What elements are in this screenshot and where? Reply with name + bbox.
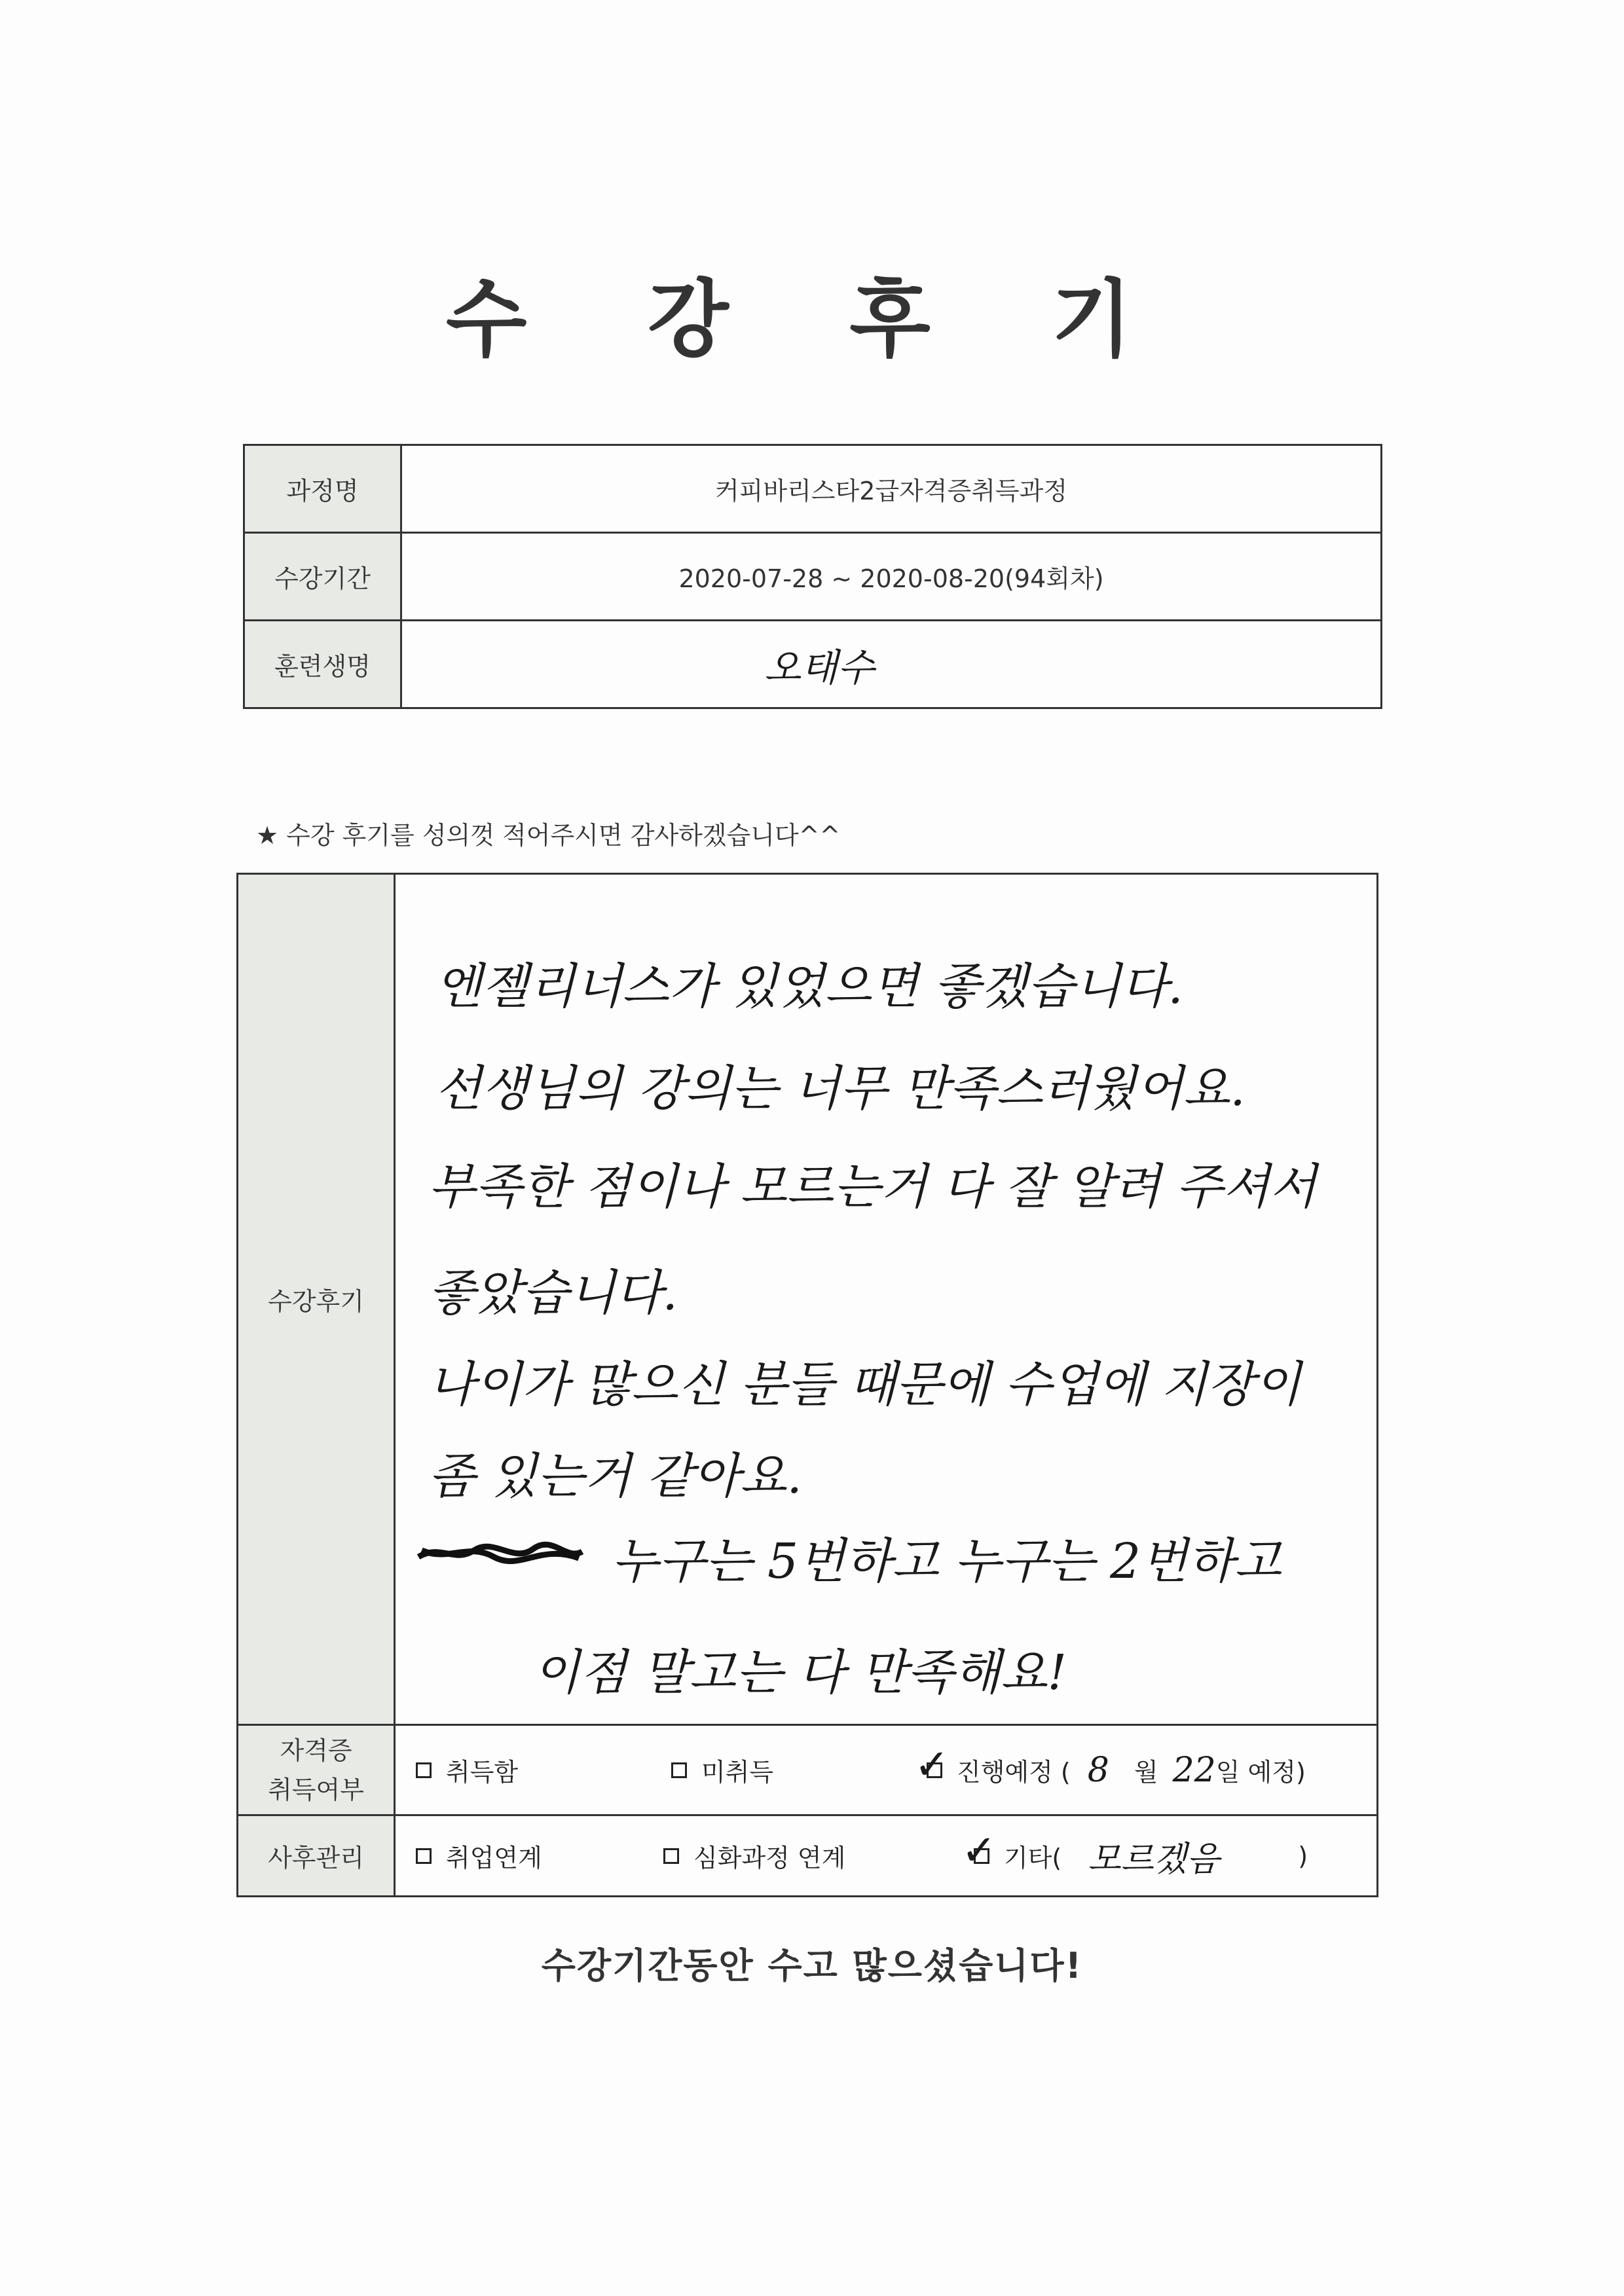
review-table [236,873,1378,1897]
review-line: 이점 말고는 다 만족해요! [533,1645,1067,1701]
option-job[interactable] [416,1838,663,1874]
acquired-label: 취득함 [446,1758,519,1787]
aftercare-label: 사후관리 [238,1815,395,1897]
period-row [244,533,1382,621]
aftercare-row [238,1815,1378,1897]
period-label: 수강기간 [244,533,401,621]
other-value: 모르겠음 [1088,1840,1220,1879]
review-line: 좀 있는거 같아요. [428,1448,802,1504]
in-progress-checkbox[interactable] [914,1740,950,1789]
course-label: 과정명 [244,445,401,533]
not-acquired-label: 미취득 [701,1758,774,1787]
review-line: 좋았습니다. [428,1265,678,1321]
certificate-row [238,1725,1378,1815]
course-value: 커피바리스타2급자격증취득과정 [401,445,1382,533]
other-label: 기타( [1004,1844,1062,1872]
month-value: 8 [1087,1750,1109,1790]
acquired-checkbox[interactable] [416,1762,432,1778]
trainee-row [244,621,1382,708]
in-progress-label: 진행예정 ( [957,1758,1071,1787]
review-line: 엔젤리너스가 있었으면 좋겠습니다. [435,958,1183,1015]
review-row [238,874,1378,1725]
option-in-progress[interactable] [914,1740,1306,1790]
footer-message: 수강기간동안 수고 많으셨습니다! [541,1945,1083,1986]
job-label: 취업연계 [446,1844,542,1872]
checkmark-icon: ✓ [914,1740,950,1789]
day-suffix: 일 예정) [1215,1758,1306,1787]
review-line: 선생님의 강의는 너무 만족스러웠어요. [435,1061,1246,1117]
trainee-name-handwritten: 오태수 [764,645,875,690]
checkmark-icon: ✓ [961,1826,997,1875]
review-label: 수강후기 [238,874,395,1725]
review-line: 부족한 점이나 모르는거 다 잘 알려 주셔서 [428,1159,1317,1215]
certificate-label-line2: 취득여부 [268,1775,364,1804]
not-acquired-checkbox[interactable] [671,1762,687,1778]
crossed-out-scribble [415,1537,585,1569]
review-content [395,874,1378,1725]
option-acquired[interactable] [416,1752,671,1788]
period-value: 2020-07-28 ~ 2020-08-20(94회차) [401,533,1382,621]
review-line: 나이가 많으신 분들 때문에 수업에 지장이 [428,1357,1301,1413]
other-checkbox[interactable] [961,1826,997,1875]
option-other[interactable] [961,1826,1308,1880]
option-advanced[interactable] [663,1838,974,1874]
trainee-label: 훈련생명 [244,621,401,708]
advanced-label: 심화과정 연계 [693,1844,846,1872]
job-checkbox[interactable] [416,1848,432,1864]
day-value: 22 [1172,1750,1216,1790]
page-title: 수 강 후 기 [445,271,1179,369]
other-close: ) [1298,1841,1308,1870]
option-not-acquired[interactable] [671,1752,927,1788]
certificate-label [238,1725,395,1815]
advanced-checkbox[interactable] [663,1848,679,1864]
month-label: 월 [1134,1758,1158,1787]
course-row [244,445,1382,533]
review-line: 누구는 5번하고 누구는 2번하고 [612,1533,1282,1590]
certificate-label-line1: 자격증 [280,1736,352,1765]
course-info-table [243,444,1382,709]
notice-text: ★ 수강 후기를 성의껏 적어주시면 감사하겠습니다^^ [256,821,841,850]
